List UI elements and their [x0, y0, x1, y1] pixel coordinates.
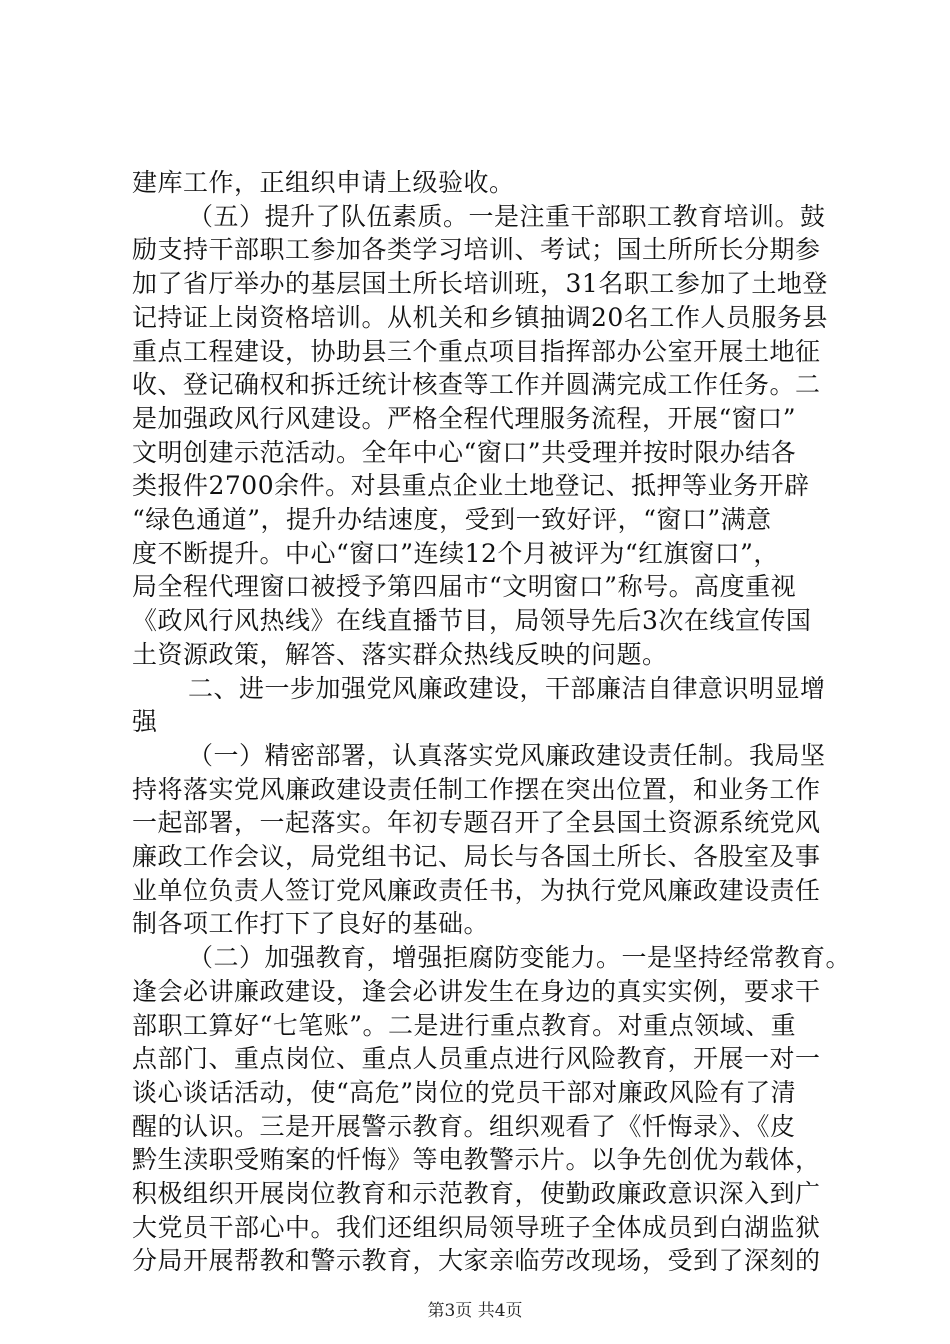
section-heading-line: 强 [132, 707, 158, 736]
text-line: 廉政工作会议，局党组书记、局长与各国土所长、各股室及事 [132, 842, 821, 871]
text-line: 一起部署，一起落实。年初专题召开了全县国土资源系统党风 [132, 808, 821, 837]
section-heading-line: 二、进一步加强党风廉政建设，干部廉洁自律意识明显增 [188, 674, 826, 703]
text-line: 是加强政风行风建设。严格全程代理服务流程，开展“窗口” [132, 404, 797, 433]
text-line: 部职工算好“七笔账”。二是进行重点教育。对重点领域、重 [132, 1011, 797, 1040]
text-line: 励支持干部职工参加各类学习培训、考试；国土所所长分期参 [132, 235, 821, 264]
text-line: 类报件2700余件。对县重点企业土地登记、抵押等业务开辟 [132, 471, 810, 500]
text-line: 重点工程建设，协助县三个重点项目指挥部办公室开展土地征 [132, 337, 821, 366]
text-line: 黔生渎职受贿案的忏悔》等电教警示片。以争先创优为载体， [132, 1145, 821, 1174]
text-line: 加了省厅举办的基层国土所长培训班，31名职工参加了土地登 [132, 269, 828, 298]
text-line: 积极组织开展岗位教育和示范教育，使勤政廉政意识深入到广 [132, 1179, 821, 1208]
text-line: 建库工作，正组织申请上级验收。 [132, 168, 515, 197]
text-line: 文明创建示范活动。全年中心“窗口”共受理并按时限办结各 [132, 438, 797, 467]
text-line: 逢会必讲廉政建设，逢会必讲发生在身边的真实实例，要求干 [132, 977, 821, 1006]
text-line: 大党员干部心中。我们还组织局领导班子全体成员到白湖监狱 [132, 1213, 821, 1242]
text-line: 记持证上岗资格培训。从机关和乡镇抽调20名工作人员服务县 [132, 303, 828, 332]
text-line: 业单位负责人签订党风廉政责任书，为执行党风廉政建设责任 [132, 876, 821, 905]
text-line: 收、登记确权和拆迁统计核查等工作并圆满完成工作任务。二 [132, 370, 821, 399]
text-line: “绿色通道”，提升办结速度，受到一致好评，“窗口”满意 [132, 505, 772, 534]
text-line: 醒的认识。三是开展警示教育。组织观看了《忏悔录》、《皮 [132, 1112, 796, 1141]
page-number-footer: 第3页 共4页 [427, 1301, 523, 1321]
text-line: 持将落实党风廉政建设责任制工作摆在突出位置，和业务工作 [132, 775, 821, 804]
text-line: 土资源政策，解答、落实群众热线反映的问题。 [132, 640, 668, 669]
text-line: 度不断提升。中心“窗口”连续12个月被评为“红旗窗口”， [132, 539, 779, 568]
text-line: 谈心谈话活动，使“高危”岗位的党员干部对廉政风险有了清 [132, 1078, 797, 1107]
text-line: 制各项工作打下了良好的基础。 [132, 909, 490, 938]
paragraph-start-line: （五）提升了队伍素质。一是注重干部职工教育培训。鼓 [188, 202, 826, 231]
text-line: 点部门、重点岗位、重点人员重点进行风险教育，开展一对一 [132, 1044, 821, 1073]
text-line: 分局开展帮教和警示教育，大家亲临劳改现场，受到了深刻的 [132, 1246, 821, 1275]
text-line: 《政风行风热线》在线直播节目，局领导先后3次在线宣传国 [132, 606, 812, 635]
text-line: 局全程代理窗口被授予第四届市“文明窗口”称号。高度重视 [132, 572, 797, 601]
paragraph-start-line: （二）加强教育，增强拒腐防变能力。一是坚持经常教育。 [188, 943, 852, 972]
paragraph-start-line: （一）精密部署，认真落实党风廉政建设责任制。我局坚 [188, 741, 826, 770]
